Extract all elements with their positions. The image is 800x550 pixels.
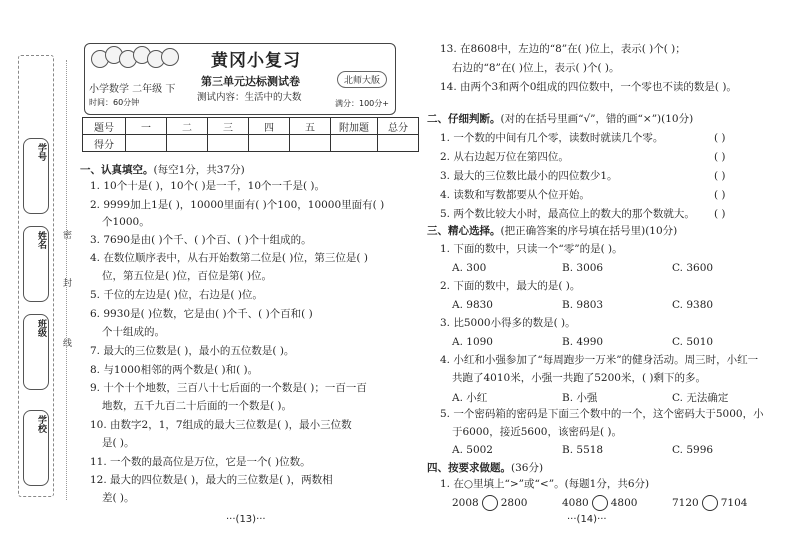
subject-label: 小学数学 二年级 下 (89, 84, 176, 95)
choice-3-a[interactable]: A. 1090 (452, 336, 493, 348)
choice-2-c[interactable]: C. 9380 (672, 299, 714, 311)
section-2-title: 二、仔细判断。(对的在括号里画“√”，错的画“×”)(10分) (427, 113, 694, 125)
binding-strip (18, 55, 54, 497)
seal-mark-2: 封 (63, 279, 73, 289)
choice-5-c[interactable]: C. 5996 (672, 444, 714, 456)
class-label: 班级 (36, 319, 46, 337)
compare-circle[interactable] (592, 495, 608, 511)
question-2: 2. 9999加上1是( )，10000里面有( )个100，10000里面有( ) (90, 199, 385, 211)
seal-mark-1: 密 (63, 231, 73, 241)
question-13-cont: 右边的“8”在( )位上，表示( )个( )。 (452, 62, 620, 74)
score-cell: 得分 (83, 135, 126, 152)
question-10-cont: 是( )。 (102, 437, 135, 449)
choice-5-a[interactable]: A. 5002 (452, 444, 493, 456)
judge-3-answer[interactable]: ( ) (714, 170, 726, 182)
compare-circle[interactable] (702, 495, 718, 511)
choice-2: 2. 下面的数中，最大的是( )。 (440, 280, 581, 292)
score-cell: 一 (126, 118, 167, 135)
section-1-title: 一、认真填空。(每空1分，共37分) (80, 164, 245, 176)
judge-5: 5. 两个数比较大小时，最高位上的数大的那个数就大。 (440, 208, 695, 220)
score-input[interactable] (208, 135, 249, 152)
score-input[interactable] (290, 135, 331, 152)
choice-4-a[interactable]: A. 小红 (452, 392, 488, 404)
choice-2-a[interactable]: A. 9830 (452, 299, 493, 311)
score-cell: 四 (249, 118, 290, 135)
score-input[interactable] (378, 135, 419, 152)
judge-2-answer[interactable]: ( ) (714, 151, 726, 163)
question-1: 1. 10个十是( )，10个( )是一千，10个一千是( )。 (90, 180, 326, 192)
choice-3: 3. 比5000小得多的数是( )。 (440, 317, 576, 329)
score-cell: 五 (290, 118, 331, 135)
choice-5-cont: 于6000，接近5600，该密码是( )。 (452, 426, 622, 438)
question-4-cont: 位，第五位是( )位，百位是第( )位。 (102, 270, 273, 282)
choice-2-b[interactable]: B. 9803 (562, 299, 604, 311)
school-label: 学校 (36, 415, 46, 433)
question-5: 5. 千位的左边是( )位，右边是( )位。 (90, 289, 263, 301)
compare-2: 4080 4800 (562, 497, 638, 509)
question-7: 7. 最大的三位数是( )，最小的五位数是( )。 (90, 345, 295, 357)
question-9: 9. 十个十个地数，三百八十七后面的一个数是( )；一百一百 (90, 382, 367, 394)
judge-1-answer[interactable]: ( ) (714, 132, 726, 144)
score-input[interactable] (249, 135, 290, 152)
score-cell: 附加题 (331, 118, 378, 135)
seal-mark-3: 线 (63, 339, 73, 349)
question-12-cont: 差( )。 (102, 492, 135, 504)
compare-3: 7120 7104 (672, 497, 748, 509)
name-label: 姓名 (36, 231, 46, 249)
judge-5-answer[interactable]: ( ) (714, 208, 726, 220)
class-box[interactable] (23, 314, 49, 390)
question-3: 3. 7690是由( )个千、( )个百、( )个十组成的。 (90, 234, 312, 246)
question-2-cont: 个1000。 (102, 216, 150, 228)
student-id-label: 学号 (36, 143, 46, 161)
question-4: 4. 在数位顺序表中，从右开始数第二位是( )位，第三位是( ) (90, 252, 368, 264)
section-4-title: 四、按要求做题。(36分) (427, 462, 544, 474)
student-id-box[interactable] (23, 138, 49, 214)
page-number-right: ···(14)··· (567, 514, 607, 525)
question-11: 11. 一个数的最高位是万位，它是一个( )位数。 (90, 456, 311, 468)
section-3-title: 三、精心选择。(把正确答案的序号填在括号里)(10分) (427, 225, 678, 237)
score-value-row (83, 135, 419, 152)
score-table (82, 117, 419, 152)
choice-5-b[interactable]: B. 5518 (562, 444, 604, 456)
choice-4-b[interactable]: B. 小强 (562, 392, 598, 404)
question-6: 6. 9930是( )位数，它是由( )个千、( )个百和( ) (90, 308, 313, 320)
name-box[interactable] (23, 226, 49, 302)
choice-1-b[interactable]: B. 3006 (562, 262, 604, 274)
score-input[interactable] (167, 135, 208, 152)
score-cell: 二 (167, 118, 208, 135)
edition-badge: 北师大版 (337, 71, 387, 88)
question-6-cont: 个十组成的。 (102, 326, 165, 338)
page-number-left: ···(13)··· (226, 514, 266, 525)
school-box[interactable] (23, 410, 49, 486)
choice-4: 4. 小红和小强参加了“每周跑步一万米”的健身活动。周三时，小红一 (440, 354, 759, 366)
score-input[interactable] (331, 135, 378, 152)
question-9-cont: 地数，五千九百二十后面的一个数是( )。 (102, 400, 293, 412)
unit-title: 第三单元达标测试卷 (201, 75, 300, 88)
kids-illustration (91, 46, 181, 76)
exam-header (84, 43, 396, 115)
score-cell: 三 (208, 118, 249, 135)
test-content: 测试内容：生活中的大数 (197, 92, 302, 103)
choice-4-c[interactable]: C. 无法确定 (672, 392, 729, 404)
score-input[interactable] (126, 135, 167, 152)
score-header-row (83, 118, 419, 135)
choice-3-c[interactable]: C. 5010 (672, 336, 714, 348)
judge-3: 3. 最大的三位数比最小的四位数少1。 (440, 170, 618, 182)
judge-2: 2. 从右边起万位在第四位。 (440, 151, 569, 163)
full-score: 满分：100分+ (335, 99, 389, 108)
compare-1: 2008 2800 (452, 497, 528, 509)
judge-4-answer[interactable]: ( ) (714, 189, 726, 201)
judge-4: 4. 读数和写数都要从个位开始。 (440, 189, 590, 201)
choice-5: 5. 一个密码箱的密码是下面三个数中的一个，这个密码大于5000，小 (440, 408, 764, 420)
choice-4-cont: 共跑了4010米，小强一共跑了5200米，( )剩下的多。 (452, 372, 706, 384)
time-label: 时间：60分钟 (89, 98, 140, 107)
question-13: 13. 在8608中，左边的“8”在( )位上，表示( )个( )； (440, 43, 686, 55)
score-cell: 总分 (378, 118, 419, 135)
question-14: 14. 由两个3和两个0组成的四位数中，一个零也不读的数是( )。 (440, 81, 737, 93)
choice-3-b[interactable]: B. 4990 (562, 336, 604, 348)
question-12: 12. 最大的四位数是( )，最大的三位数是( )，两数相 (90, 474, 333, 486)
choice-1: 1. 下面的数中，只读一个“零”的是( )。 (440, 243, 623, 255)
score-cell: 题号 (83, 118, 126, 135)
problem-1: 1. 在○里填上“>”或“<”。(每题1分，共6分) (440, 478, 650, 490)
compare-circle[interactable] (482, 495, 498, 511)
judge-1: 1. 一个数的中间有几个零，读数时就读几个零。 (440, 132, 664, 144)
question-10: 10. 由数字2，1，7组成的最大三位数是( )，最小三位数 (90, 419, 352, 431)
question-8: 8. 与1000相邻的两个数是( )和( )。 (90, 364, 259, 376)
choice-1-c[interactable]: C. 3600 (672, 262, 714, 274)
brand-logo: 黄冈小复习 (211, 51, 301, 71)
choice-1-a[interactable]: A. 300 (452, 262, 487, 274)
